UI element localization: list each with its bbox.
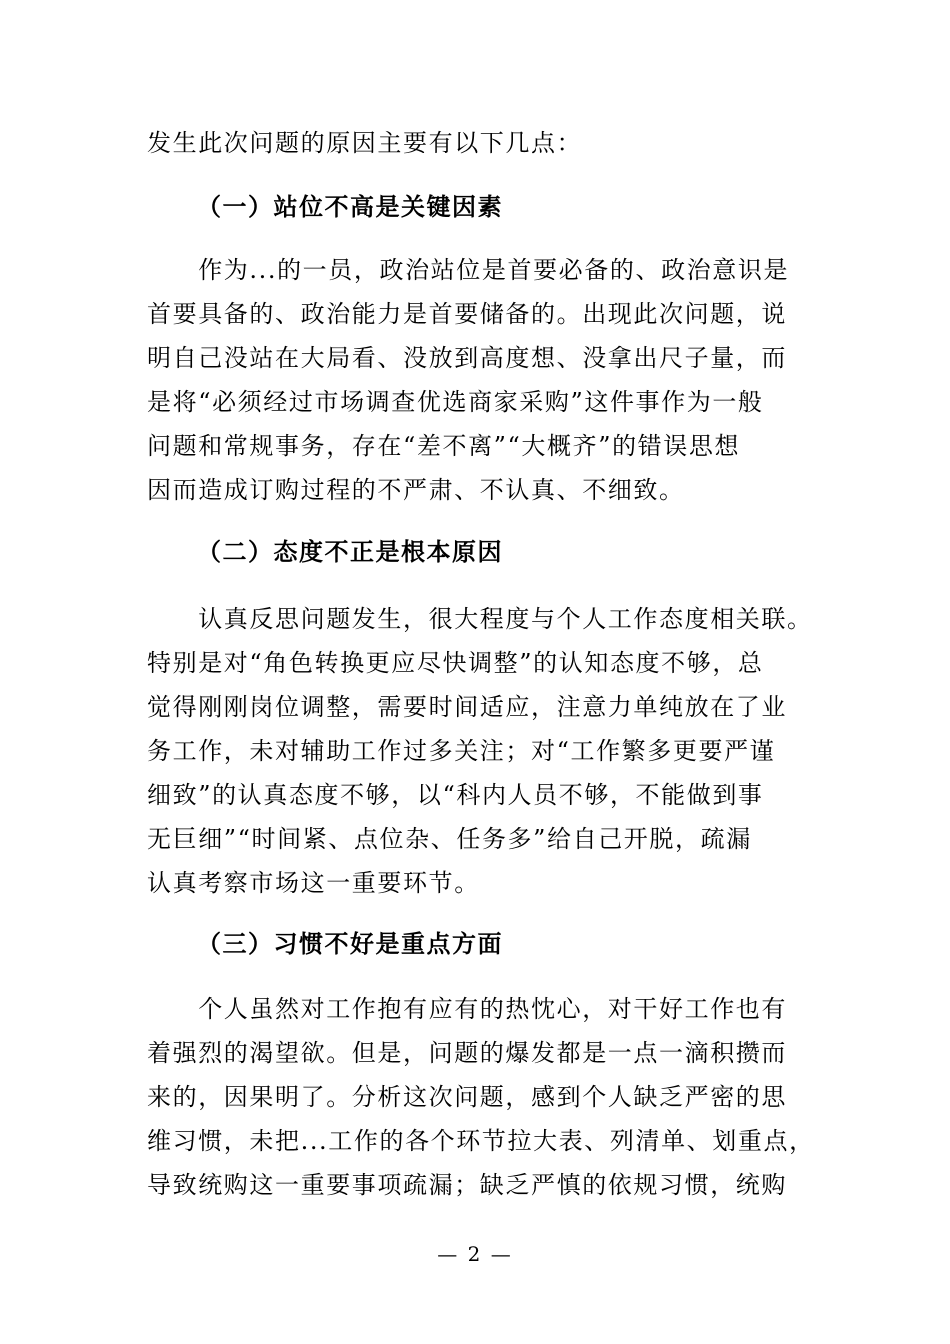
section-2-heading: （二）态度不正是根本原因 <box>197 538 503 566</box>
paragraph-line: 因而造成订购过程的不严肃、不认真、不细致。 <box>147 476 685 504</box>
intro-paragraph <box>147 121 817 165</box>
section-1-paragraph <box>147 248 817 512</box>
paragraph-line: 来的，因果明了。分析这次问题，感到个人缺乏严密的思 <box>147 1083 787 1111</box>
paragraph-line: 是将“必须经过市场调查优选商家采购”这件事作为一般 <box>147 388 764 416</box>
section-1-heading: （一）站位不高是关键因素 <box>197 193 503 221</box>
paragraph-line: 着强烈的渴望欲。但是，问题的爆发都是一点一滴积攒而 <box>147 1039 787 1067</box>
paragraph-line: 作为...的一员，政治站位是首要必备的、政治意识是 <box>147 256 790 284</box>
paragraph-line: 认真反思问题发生，很大程度与个人工作态度相关联。 <box>147 605 813 633</box>
section-2-paragraph <box>147 597 817 905</box>
paragraph-line: 认真考察市场这一重要环节。 <box>147 869 480 897</box>
paragraph-line: 首要具备的、政治能力是首要储备的。出现此次问题，说 <box>147 300 787 328</box>
paragraph-line: 特别是对“角色转换更应尽快调整”的认知态度不够，总 <box>147 649 764 677</box>
paragraph-line: 问题和常规事务，存在“差不离”“大概齐”的错误思想 <box>147 432 741 460</box>
paragraph-line: 觉得刚刚岗位调整，需要时间适应，注意力单纯放在了业 <box>147 693 787 721</box>
paragraph-line: 细致”的认真态度不够，以“科内人员不够，不能做到事 <box>147 781 764 809</box>
paragraph-line: 个人虽然对工作抱有应有的热忱心，对干好工作也有 <box>147 995 787 1023</box>
paragraph-line: 维习惯，未把...工作的各个环节拉大表、列清单、划重点， <box>147 1127 815 1155</box>
intro-line: 发生此次问题的原因主要有以下几点： <box>147 129 583 157</box>
paragraph-line: 导致统购这一重要事项疏漏；缺乏严慎的依规习惯，统购 <box>147 1171 787 1199</box>
section-3-heading: （三）习惯不好是重点方面 <box>197 930 503 958</box>
paragraph-line: 明自己没站在大局看、没放到高度想、没拿出尺子量，而 <box>147 344 787 372</box>
page-number: — 2 — <box>437 1242 513 1266</box>
paragraph-line: 无巨细”“时间紧、点位杂、任务多”给自己开脱，疏漏 <box>147 825 752 853</box>
section-3-paragraph <box>147 987 817 1207</box>
paragraph-line: 务工作，未对辅助工作过多关注；对“工作繁多更要严谨 <box>147 737 776 765</box>
